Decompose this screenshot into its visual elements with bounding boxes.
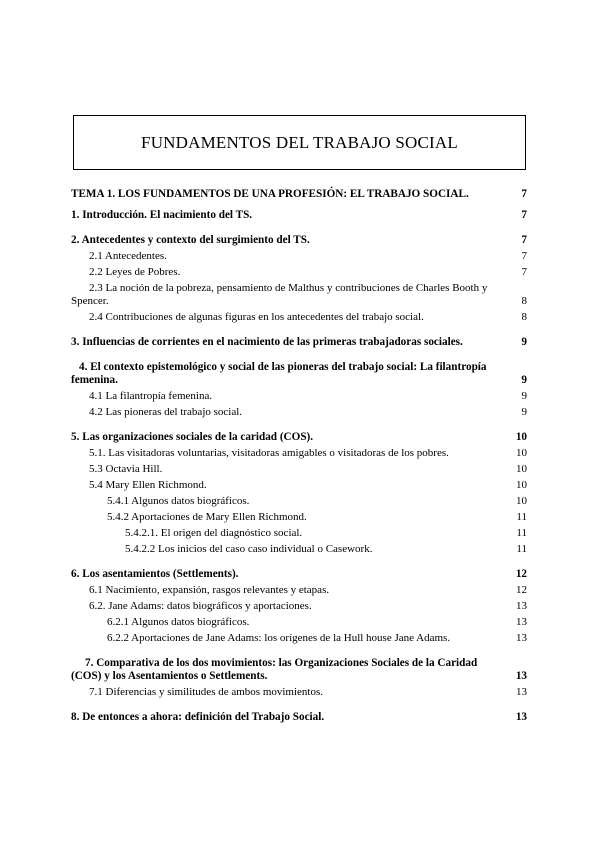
toc-entry-page: 11 <box>516 511 527 523</box>
toc-entry-2[interactable] <box>71 234 527 247</box>
toc-entry-text: 2.2 Leyes de Pobres. <box>89 266 181 278</box>
toc-entry-page: 9 <box>521 406 527 418</box>
toc-entry-text: 4.1 La filantropía femenina. <box>89 390 213 402</box>
toc-entry-page: 9 <box>521 390 527 402</box>
toc-entry-text: 6. Los asentamientos (Settlements). <box>71 568 239 580</box>
toc-entry-4-1[interactable] <box>71 390 527 403</box>
table-of-contents <box>71 188 527 727</box>
toc-entry-2-3[interactable] <box>71 282 527 308</box>
toc-entry-page: 8 <box>521 295 527 307</box>
toc-entry-text: 5.1. Las visitadoras voluntarias, visitadoras amigables o visitadoras de los pobres. <box>89 447 449 459</box>
toc-entry-page: 13 <box>515 670 527 682</box>
toc-entry-text: 5.4.2 Aportaciones de Mary Ellen Richmond. <box>107 511 307 523</box>
toc-entry-page: 10 <box>515 431 527 443</box>
toc-entry-page: 7 <box>521 209 527 221</box>
toc-entry-page: 13 <box>516 616 527 628</box>
toc-entry-page: 7 <box>521 188 527 200</box>
toc-entry-8[interactable] <box>71 711 527 724</box>
toc-entry-text: 2. Antecedentes y contexto del surgimiento del TS. <box>71 234 310 246</box>
toc-entry-4-2[interactable] <box>71 406 527 419</box>
toc-entry-text: 4. El contexto epistemológico y social de las pioneras del trabajo social: La filantropía femenina. <box>71 361 487 386</box>
toc-entry-text: 6.2.2 Aportaciones de Jane Adams: los orígenes de la Hull house Jane Adams. <box>107 632 451 644</box>
toc-entry-text: 5.3 Octavia Hill. <box>89 463 163 475</box>
toc-entry-page: 9 <box>521 336 527 348</box>
toc-entry-page: 11 <box>516 543 527 555</box>
toc-entry-page: 10 <box>516 495 527 507</box>
toc-entry-5-4[interactable] <box>71 479 527 492</box>
toc-entry-2-4[interactable] <box>71 311 527 324</box>
toc-entry-text: 2.4 Contribuciones de algunas figuras en los antecedentes del trabajo social. <box>89 311 424 323</box>
document-title: FUNDAMENTOS DEL TRABAJO SOCIAL <box>141 132 458 152</box>
toc-entry-5-4-1[interactable] <box>71 495 527 508</box>
toc-entry-text: 3. Influencias de corrientes en el nacimiento de las primeras trabajadoras sociales. <box>71 336 463 348</box>
toc-entry-4[interactable] <box>71 361 527 387</box>
toc-entry-page: 11 <box>516 527 527 539</box>
toc-entry-1[interactable] <box>71 209 527 222</box>
toc-entry-5-4-2-2[interactable] <box>71 543 527 556</box>
toc-entry-text: 8. De entonces a ahora: definición del Trabajo Social. <box>71 711 325 723</box>
toc-entry-text: 6.1 Nacimiento, expansión, rasgos relevantes y etapas. <box>89 584 330 596</box>
toc-entry-page: 8 <box>521 311 527 323</box>
toc-entry-3[interactable] <box>71 336 527 349</box>
toc-entry-text: 2.3 La noción de la pobreza, pensamiento de Malthus y contribuciones de Charles Booth y Spencer. <box>71 282 488 307</box>
toc-entry-text: 5. Las organizaciones sociales de la caridad (COS). <box>71 431 314 443</box>
toc-entry-text: 7. Comparativa de los dos movimientos: las Organizaciones Sociales de la Caridad (COS) y los Asentamientos o Settlements. <box>71 657 478 682</box>
toc-entry-text: 1. Introducción. El nacimiento del TS. <box>71 209 253 221</box>
toc-entry-7[interactable] <box>71 657 527 683</box>
toc-entry-page: 13 <box>516 600 527 612</box>
toc-entry-page: 7 <box>521 250 527 262</box>
toc-entry-text: 5.4.1 Algunos datos biográficos. <box>107 495 250 507</box>
toc-entry-page: 12 <box>515 568 527 580</box>
toc-entry-page: 12 <box>516 584 527 596</box>
toc-entry-text: 4.2 Las pioneras del trabajo social. <box>89 406 243 418</box>
toc-entry-text: 6.2.1 Algunos datos biográficos. <box>107 616 250 628</box>
toc-entry-text: 5.4.2.2 Los inicios del caso caso individual o Casework. <box>125 543 373 555</box>
toc-entry-5-1[interactable] <box>71 447 527 460</box>
toc-entry-page: 10 <box>516 447 527 459</box>
toc-entry-text: 7.1 Diferencias y similitudes de ambos movimientos. <box>89 686 324 698</box>
toc-entry-page: 13 <box>516 632 527 644</box>
toc-entry-text: 2.1 Antecedentes. <box>89 250 167 262</box>
toc-entry-text: 5.4.2.1. El origen del diagnóstico social. <box>125 527 303 539</box>
toc-entry-6-2-2[interactable] <box>71 632 527 645</box>
toc-entry-6-2-1[interactable] <box>71 616 527 629</box>
toc-entry-page: 13 <box>515 711 527 723</box>
document-title-box <box>73 115 526 170</box>
toc-entry-5[interactable] <box>71 431 527 444</box>
toc-entry-5-3[interactable] <box>71 463 527 476</box>
toc-entry-2-1[interactable] <box>71 250 527 263</box>
toc-entry-5-4-2[interactable] <box>71 511 527 524</box>
toc-entry-2-2[interactable] <box>71 266 527 279</box>
toc-entry-tema-1[interactable] <box>71 188 527 201</box>
toc-entry-6-1[interactable] <box>71 584 527 597</box>
toc-entry-text: 5.4 Mary Ellen Richmond. <box>89 479 207 491</box>
toc-entry-page: 10 <box>516 463 527 475</box>
toc-entry-page: 7 <box>521 234 527 246</box>
toc-entry-6[interactable] <box>71 568 527 581</box>
toc-entry-page: 9 <box>521 374 527 386</box>
toc-entry-6-2[interactable] <box>71 600 527 613</box>
toc-entry-text: TEMA 1. LOS FUNDAMENTOS DE UNA PROFESIÓN: EL TRABAJO SOCIAL. <box>71 188 469 200</box>
toc-entry-page: 10 <box>516 479 527 491</box>
toc-entry-7-1[interactable] <box>71 686 527 699</box>
toc-entry-page: 13 <box>516 686 527 698</box>
toc-entry-text: 6.2. Jane Adams: datos biográficos y aportaciones. <box>89 600 312 612</box>
toc-entry-5-4-2-1[interactable] <box>71 527 527 540</box>
toc-entry-page: 7 <box>521 266 527 278</box>
